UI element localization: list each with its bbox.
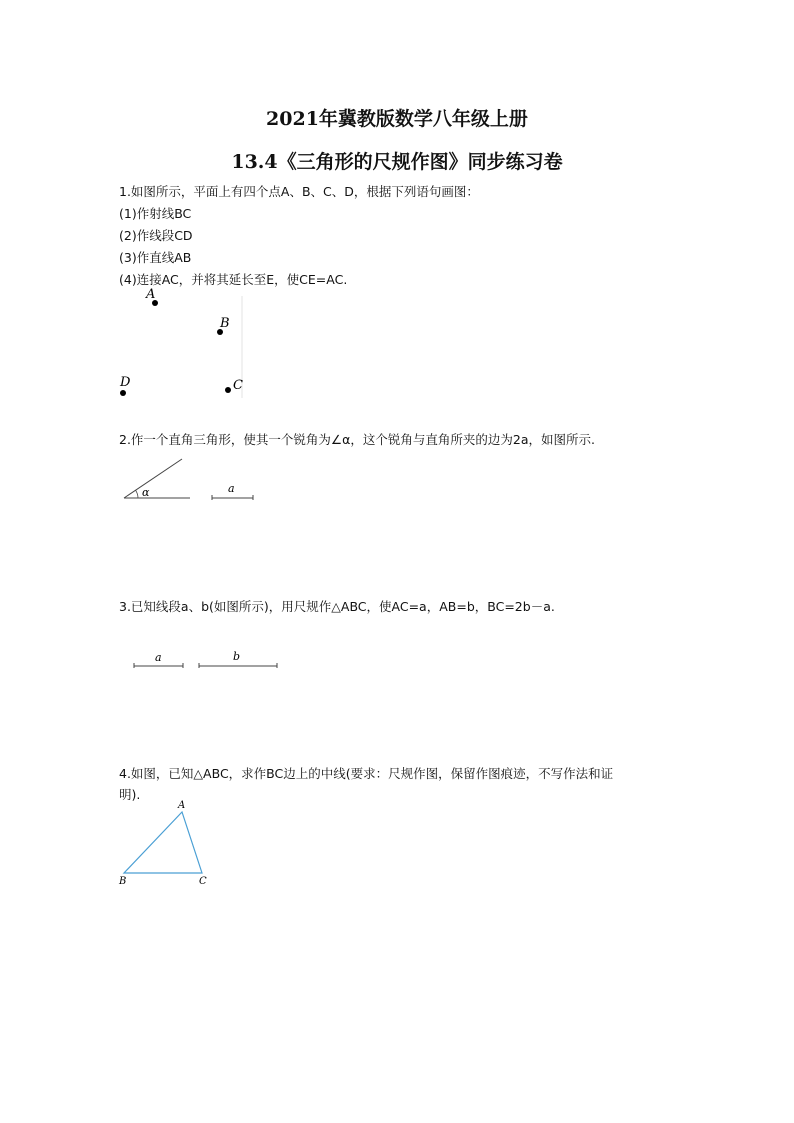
q4-stem-line-1: 4.如图，已知△ABC，求作BC边上的中线(要求：尺规作图，保留作图痕迹，不写作法和证: [119, 766, 614, 781]
q1-item-4: (4)连接AC，并将其延长至E，使CE=AC.: [119, 272, 348, 287]
q1-label-c: C: [233, 378, 243, 393]
q1-label-d: D: [120, 375, 131, 390]
q1-stem: 1.如图所示，平面上有四个点A、B、C、D，根据下列语句画图：: [119, 184, 479, 199]
q2-stem: 2.作一个直角三角形，使其一个锐角为∠α，这个锐角与直角所夹的边为2a，如图所示.: [119, 432, 595, 447]
q3-segment-b-label: b: [233, 650, 241, 663]
document-title: 2021年冀教版数学八年级上册: [266, 108, 528, 130]
q4-label-a: A: [178, 800, 186, 811]
q1-item-2: (2)作线段CD: [119, 228, 193, 243]
q1-label-a: A: [146, 287, 156, 302]
q4-label-c: C: [199, 876, 207, 887]
q2-alpha-label: α: [142, 486, 150, 499]
q4-triangle-abc: [124, 812, 202, 873]
q3-stem: 3.已知线段a、b(如图所示)，用尺规作△ABC，使AC=a，AB=b，BC=2b－a.: [119, 599, 555, 614]
q3-segment-a-label: a: [155, 651, 162, 664]
q1-item-3: (3)作直线AB: [119, 250, 192, 265]
q1-label-b: B: [220, 316, 230, 331]
document-subtitle: 13.4《三角形的尺规作图》同步练习卷: [231, 151, 563, 173]
q4-stem-line-2: 明).: [119, 787, 141, 802]
q1-item-1: (1)作射线BC: [119, 206, 192, 221]
q4-label-b: B: [119, 876, 127, 887]
q2-segment-a-label: a: [228, 482, 235, 495]
